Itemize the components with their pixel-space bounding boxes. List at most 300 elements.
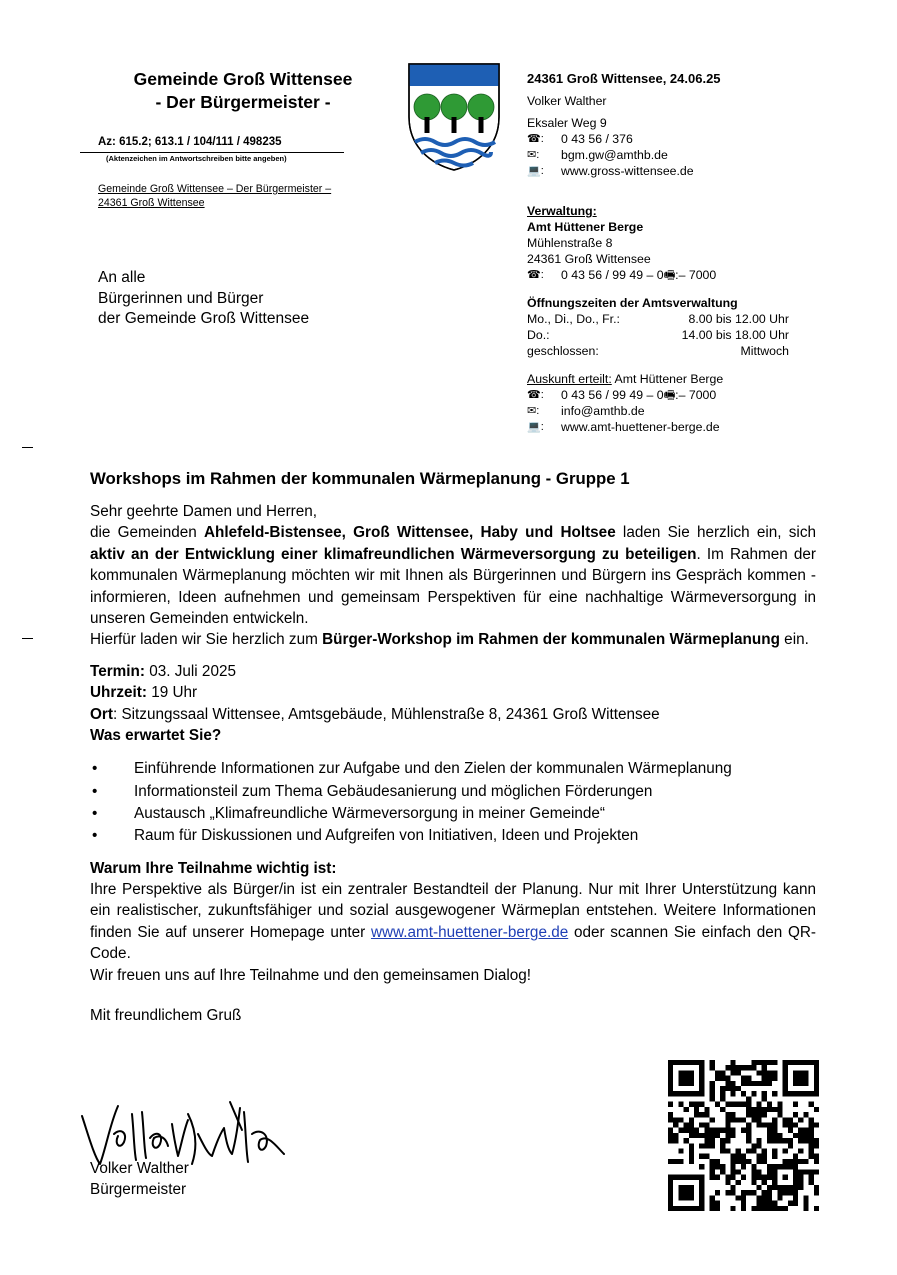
qr-module bbox=[673, 1117, 678, 1122]
qr-module bbox=[704, 1154, 709, 1159]
qr-module bbox=[798, 1149, 803, 1154]
qr-module bbox=[720, 1169, 725, 1174]
qr-module bbox=[757, 1107, 762, 1112]
event-date bbox=[90, 661, 816, 682]
email-icon: ✉: bbox=[527, 149, 540, 161]
qr-module bbox=[736, 1149, 741, 1154]
qr-module bbox=[751, 1112, 756, 1117]
qr-module bbox=[767, 1201, 772, 1206]
qr-module bbox=[751, 1060, 756, 1065]
salutation: Sehr geehrte Damen und Herren, bbox=[90, 503, 318, 520]
qr-module bbox=[772, 1091, 777, 1096]
qr-module bbox=[793, 1195, 798, 1200]
qr-module bbox=[720, 1164, 725, 1169]
qr-module bbox=[777, 1190, 782, 1195]
qr-module bbox=[725, 1112, 730, 1117]
qr-module bbox=[757, 1070, 762, 1075]
qr-module bbox=[751, 1117, 756, 1122]
qr-module bbox=[678, 1175, 683, 1180]
qr-module bbox=[783, 1065, 788, 1070]
qr-module bbox=[699, 1190, 704, 1195]
qr-module bbox=[814, 1076, 819, 1081]
label: Ort bbox=[90, 705, 113, 723]
qr-module bbox=[736, 1117, 741, 1122]
admin-phone-row bbox=[527, 267, 789, 283]
qr-module bbox=[684, 1060, 689, 1065]
qr-module bbox=[757, 1117, 762, 1122]
contact-column bbox=[527, 70, 789, 435]
qr-module bbox=[694, 1133, 699, 1138]
qr-module bbox=[777, 1206, 782, 1211]
qr-module bbox=[809, 1117, 814, 1122]
qr-module bbox=[767, 1107, 772, 1112]
qr-module bbox=[809, 1154, 814, 1159]
qr-module bbox=[704, 1143, 709, 1148]
list-item-text: Informationsteil zum Thema Gebäudesanierung und möglichen Förderungen bbox=[134, 782, 653, 800]
qr-module bbox=[730, 1070, 735, 1075]
list-item bbox=[90, 758, 816, 780]
qr-module bbox=[803, 1138, 808, 1143]
qr-module bbox=[720, 1091, 725, 1096]
qr-module bbox=[741, 1206, 746, 1211]
qr-module bbox=[730, 1081, 735, 1086]
mayor-web[interactable]: www.gross-wittensee.de bbox=[561, 164, 694, 178]
qr-module bbox=[788, 1190, 793, 1195]
list-item-text: Einführende Informationen zur Aufgabe und den Zielen der kommunalen Wärmeplanung bbox=[134, 760, 732, 778]
hours-row bbox=[527, 311, 789, 327]
value: 19 Uhr bbox=[146, 684, 198, 702]
qr-module bbox=[803, 1070, 808, 1075]
qr-module bbox=[783, 1175, 788, 1180]
coat-of-arms-icon bbox=[407, 62, 501, 172]
qr-module bbox=[720, 1070, 725, 1075]
qr-module bbox=[803, 1081, 808, 1086]
qr-module bbox=[767, 1164, 772, 1169]
qr-module bbox=[668, 1185, 673, 1190]
qr-module bbox=[803, 1159, 808, 1164]
qr-module bbox=[710, 1091, 715, 1096]
qr-module bbox=[772, 1169, 777, 1174]
qr-module bbox=[684, 1185, 689, 1190]
qr-module bbox=[725, 1128, 730, 1133]
qr-module bbox=[699, 1206, 704, 1211]
qr-module bbox=[751, 1206, 756, 1211]
qr-module bbox=[767, 1102, 772, 1107]
qr-module bbox=[793, 1091, 798, 1096]
qr-module bbox=[772, 1107, 777, 1112]
mayor-email-row bbox=[527, 147, 789, 163]
expect-heading: Was erwartet Sie? bbox=[90, 727, 222, 745]
qr-module bbox=[757, 1112, 762, 1117]
qr-module bbox=[762, 1112, 767, 1117]
qr-module bbox=[710, 1086, 715, 1091]
qr-module bbox=[767, 1133, 772, 1138]
text: oder scannen Sie einfach den QR-Code. bbox=[90, 923, 816, 963]
qr-module bbox=[788, 1122, 793, 1127]
qr-module bbox=[694, 1102, 699, 1107]
qr-module bbox=[757, 1159, 762, 1164]
fold-mark bbox=[22, 638, 33, 639]
qr-module bbox=[762, 1070, 767, 1075]
qr-module bbox=[684, 1107, 689, 1112]
qr-module bbox=[668, 1195, 673, 1200]
qr-module bbox=[793, 1112, 798, 1117]
letter-subject: Workshops im Rahmen der kommunalen Wärmeplanung - Gruppe 1 bbox=[90, 469, 630, 488]
qr-module bbox=[715, 1133, 720, 1138]
mayor-email[interactable]: bgm.gw@amthb.de bbox=[561, 148, 668, 162]
qr-module bbox=[689, 1175, 694, 1180]
qr-module bbox=[699, 1195, 704, 1200]
qr-module bbox=[777, 1164, 782, 1169]
sender-line1: Gemeinde Groß Wittensee bbox=[133, 69, 353, 89]
qr-module bbox=[788, 1185, 793, 1190]
qr-module bbox=[762, 1180, 767, 1185]
qr-module bbox=[814, 1070, 819, 1075]
admin-fax: – 7000 bbox=[678, 268, 717, 282]
qr-module bbox=[678, 1159, 683, 1164]
qr-module bbox=[736, 1086, 741, 1091]
qr-module bbox=[777, 1185, 782, 1190]
paragraph-invitation bbox=[90, 522, 816, 629]
event-location bbox=[90, 704, 816, 725]
qr-module bbox=[689, 1102, 694, 1107]
sender-name bbox=[80, 68, 406, 114]
qr-module bbox=[814, 1206, 819, 1211]
text: . Im Rahmen der kommunalen Wärmeplanung möchten wir mit Ihnen als Bürgerinnen und Bürgern ins Gespräch kommen - informieren, Ideen aufnehmen und gemeinsam Perspektiven für eine nachhaltige Wärmeversorgung in unseren Gemeinden entwickeln. bbox=[90, 545, 816, 628]
text: laden Sie herzlich ein, sich bbox=[615, 524, 816, 542]
qr-module bbox=[699, 1175, 704, 1180]
qr-module bbox=[746, 1149, 751, 1154]
qr-module bbox=[730, 1190, 735, 1195]
qr-module bbox=[757, 1175, 762, 1180]
qr-module bbox=[757, 1185, 762, 1190]
list-item-text: Austausch „Klimafreundliche Wärmeversorgung in meiner Gemeinde“ bbox=[134, 805, 606, 823]
qr-module bbox=[814, 1154, 819, 1159]
qr-module bbox=[720, 1128, 725, 1133]
hours-row bbox=[527, 343, 789, 359]
qr-module bbox=[730, 1164, 735, 1169]
qr-module bbox=[783, 1076, 788, 1081]
qr-module bbox=[741, 1117, 746, 1122]
label: Termin: bbox=[90, 662, 145, 680]
qr-module bbox=[668, 1102, 673, 1107]
qr-module bbox=[777, 1107, 782, 1112]
qr-module bbox=[736, 1065, 741, 1070]
qr-module bbox=[699, 1185, 704, 1190]
qr-module bbox=[730, 1086, 735, 1091]
qr-module bbox=[793, 1076, 798, 1081]
qr-module bbox=[783, 1164, 788, 1169]
qr-module bbox=[772, 1060, 777, 1065]
qr-module bbox=[694, 1112, 699, 1117]
qr-module bbox=[720, 1138, 725, 1143]
qr-module bbox=[793, 1122, 798, 1127]
qr-module bbox=[788, 1159, 793, 1164]
phone-icon: ☎: bbox=[527, 389, 544, 401]
qr-module bbox=[720, 1149, 725, 1154]
qr-module bbox=[772, 1117, 777, 1122]
qr-module bbox=[736, 1195, 741, 1200]
qr-module bbox=[767, 1070, 772, 1075]
qr-module bbox=[678, 1128, 683, 1133]
qr-module bbox=[803, 1206, 808, 1211]
qr-module bbox=[736, 1159, 741, 1164]
qr-module bbox=[772, 1138, 777, 1143]
qr-module bbox=[746, 1081, 751, 1086]
qr-module bbox=[793, 1081, 798, 1086]
qr-module bbox=[777, 1112, 782, 1117]
info-email[interactable]: info@amthb.de bbox=[561, 404, 645, 418]
qr-module bbox=[673, 1133, 678, 1138]
qr-module bbox=[809, 1091, 814, 1096]
admin-name: Amt Hüttener Berge bbox=[527, 220, 644, 234]
qr-module bbox=[715, 1164, 720, 1169]
event-details bbox=[90, 661, 816, 725]
qr-module bbox=[730, 1091, 735, 1096]
qr-module bbox=[767, 1206, 772, 1211]
signer-title: Bürgermeister bbox=[90, 1181, 187, 1199]
municipalities: Ahlefeld-Bistensee, Groß Wittensee, Haby und Holtsee bbox=[203, 524, 616, 542]
why-heading: Warum Ihre Teilnahme wichtig ist: bbox=[90, 859, 337, 877]
qr-module bbox=[741, 1159, 746, 1164]
qr-module bbox=[746, 1076, 751, 1081]
qr-module bbox=[793, 1102, 798, 1107]
qr-module bbox=[725, 1086, 730, 1091]
admin-street: Mühlenstraße 8 bbox=[527, 236, 613, 250]
qr-module bbox=[678, 1206, 683, 1211]
qr-module bbox=[678, 1102, 683, 1107]
qr-module bbox=[788, 1201, 793, 1206]
qr-module bbox=[725, 1122, 730, 1127]
qr-module bbox=[746, 1107, 751, 1112]
qr-module bbox=[814, 1081, 819, 1086]
qr-module bbox=[814, 1159, 819, 1164]
qr-module bbox=[803, 1091, 808, 1096]
qr-module bbox=[767, 1169, 772, 1174]
text: Ihre Perspektive als Bürger/in ist ein zentraler Bestandteil der Planung. Nur mit Ihrer Unterstützung kann ein realistischer, zukunftsfähiger und sozial ausgewogener Wärmeplan entstehen. Weitere Informationen finden Sie auf unserer Homepage unter bbox=[90, 881, 816, 941]
qr-module bbox=[767, 1081, 772, 1086]
qr-module bbox=[798, 1133, 803, 1138]
qr-module bbox=[673, 1159, 678, 1164]
qr-module bbox=[699, 1122, 704, 1127]
qr-module bbox=[715, 1175, 720, 1180]
qr-module bbox=[699, 1081, 704, 1086]
mayor-street: Eksaler Weg 9 bbox=[527, 116, 607, 130]
qr-module bbox=[710, 1169, 715, 1174]
qr-module bbox=[689, 1190, 694, 1195]
qr-module bbox=[772, 1154, 777, 1159]
qr-module bbox=[668, 1138, 673, 1143]
qr-module bbox=[741, 1102, 746, 1107]
qr-module bbox=[751, 1180, 756, 1185]
hours-day: geschlossen: bbox=[527, 344, 599, 358]
qr-module bbox=[678, 1091, 683, 1096]
qr-module bbox=[762, 1201, 767, 1206]
qr-module bbox=[710, 1175, 715, 1180]
qr-module bbox=[730, 1112, 735, 1117]
info-web[interactable]: www.amt-huettener-berge.de bbox=[561, 420, 720, 434]
list-item-text: Raum für Diskussionen und Aufgreifen von Initiativen, Ideen und Projekten bbox=[134, 827, 639, 845]
return-address-line2: 24361 Groß Wittensee bbox=[98, 197, 205, 209]
value: 03. Juli 2025 bbox=[144, 662, 236, 680]
fax-icon: 🖷: bbox=[663, 268, 679, 282]
hours-time: Mittwoch bbox=[740, 344, 789, 358]
qr-module bbox=[730, 1159, 735, 1164]
qr-module bbox=[741, 1076, 746, 1081]
qr-code-icon[interactable] bbox=[668, 1060, 819, 1211]
qr-module bbox=[803, 1060, 808, 1065]
qr-module bbox=[668, 1206, 673, 1211]
return-address bbox=[98, 182, 331, 210]
qr-module bbox=[678, 1060, 683, 1065]
qr-module bbox=[809, 1060, 814, 1065]
qr-module bbox=[814, 1185, 819, 1190]
qr-module bbox=[725, 1175, 730, 1180]
qr-module bbox=[678, 1149, 683, 1154]
qr-module bbox=[788, 1164, 793, 1169]
qr-module bbox=[783, 1081, 788, 1086]
qr-module bbox=[704, 1122, 709, 1127]
qr-module bbox=[746, 1133, 751, 1138]
qr-module bbox=[793, 1164, 798, 1169]
qr-module bbox=[746, 1159, 751, 1164]
qr-module bbox=[767, 1128, 772, 1133]
qr-module bbox=[684, 1070, 689, 1075]
qr-module bbox=[715, 1128, 720, 1133]
qr-module bbox=[762, 1122, 767, 1127]
qr-module bbox=[725, 1138, 730, 1143]
qr-module bbox=[689, 1195, 694, 1200]
qr-module bbox=[783, 1185, 788, 1190]
qr-module bbox=[783, 1060, 788, 1065]
qr-module bbox=[673, 1122, 678, 1127]
mayor-phone-row bbox=[527, 131, 789, 147]
qr-module bbox=[757, 1154, 762, 1159]
qr-module bbox=[772, 1122, 777, 1127]
qr-module bbox=[689, 1081, 694, 1086]
hours-row bbox=[527, 327, 789, 343]
qr-module bbox=[814, 1190, 819, 1195]
qr-module bbox=[699, 1112, 704, 1117]
qr-module bbox=[793, 1159, 798, 1164]
info-email-row bbox=[527, 403, 789, 419]
qr-module bbox=[772, 1070, 777, 1075]
qr-module bbox=[809, 1180, 814, 1185]
info-phone-row bbox=[527, 387, 789, 403]
text: Hierfür laden wir Sie herzlich zum bbox=[90, 631, 323, 649]
qr-module bbox=[814, 1107, 819, 1112]
qr-module bbox=[689, 1117, 694, 1122]
qr-module bbox=[814, 1138, 819, 1143]
qr-module bbox=[762, 1175, 767, 1180]
qr-module bbox=[783, 1190, 788, 1195]
qr-module bbox=[725, 1133, 730, 1138]
qr-module bbox=[720, 1086, 725, 1091]
qr-module bbox=[704, 1112, 709, 1117]
qr-module bbox=[783, 1070, 788, 1075]
qr-module bbox=[684, 1190, 689, 1195]
qr-module bbox=[793, 1180, 798, 1185]
qr-module bbox=[710, 1143, 715, 1148]
qr-module bbox=[668, 1112, 673, 1117]
qr-module bbox=[798, 1060, 803, 1065]
info-fax: – 7000 bbox=[678, 388, 717, 402]
qr-module bbox=[673, 1060, 678, 1065]
qr-module bbox=[798, 1117, 803, 1122]
qr-module bbox=[772, 1185, 777, 1190]
qr-module bbox=[762, 1096, 767, 1101]
qr-module bbox=[694, 1091, 699, 1096]
qr-module bbox=[751, 1081, 756, 1086]
sender-line2: - Der Bürgermeister - bbox=[155, 92, 331, 112]
qr-module bbox=[699, 1076, 704, 1081]
qr-module bbox=[788, 1143, 793, 1148]
qr-module bbox=[772, 1180, 777, 1185]
emphasis: aktiv an der Entwicklung einer klimafreundlichen Wärmeversorgung zu beteiligen bbox=[90, 545, 697, 563]
qr-module bbox=[710, 1195, 715, 1200]
qr-module bbox=[803, 1128, 808, 1133]
qr-module bbox=[689, 1070, 694, 1075]
qr-module bbox=[725, 1180, 730, 1185]
qr-module bbox=[689, 1128, 694, 1133]
email-icon: ✉: bbox=[527, 405, 540, 417]
label: Uhrzeit: bbox=[90, 684, 147, 702]
qr-module bbox=[715, 1206, 720, 1211]
qr-module bbox=[725, 1117, 730, 1122]
qr-module bbox=[809, 1175, 814, 1180]
bullet: • bbox=[92, 805, 98, 823]
recipient-line3: der Gemeinde Groß Wittensee bbox=[98, 310, 310, 327]
mayor-web-row bbox=[527, 163, 789, 179]
value: : Sitzungssaal Wittensee, Amtsgebäude, Mühlenstraße 8, 24361 Groß Wittensee bbox=[112, 705, 660, 723]
qr-module bbox=[678, 1070, 683, 1075]
qr-module bbox=[767, 1175, 772, 1180]
qr-module bbox=[710, 1133, 715, 1138]
qr-module bbox=[788, 1128, 793, 1133]
qr-module bbox=[668, 1117, 673, 1122]
qr-module bbox=[668, 1180, 673, 1185]
qr-module bbox=[720, 1107, 725, 1112]
qr-module bbox=[798, 1128, 803, 1133]
qr-module bbox=[798, 1138, 803, 1143]
qr-module bbox=[699, 1133, 704, 1138]
bullet: • bbox=[92, 782, 98, 800]
homepage-link[interactable]: www.amt-huettener-berge.de bbox=[370, 923, 569, 941]
fold-mark bbox=[22, 447, 33, 448]
qr-module bbox=[751, 1190, 756, 1195]
qr-module bbox=[668, 1091, 673, 1096]
qr-module bbox=[803, 1112, 808, 1117]
qr-module bbox=[809, 1149, 814, 1154]
qr-module bbox=[762, 1195, 767, 1200]
qr-module bbox=[710, 1138, 715, 1143]
qr-module bbox=[668, 1201, 673, 1206]
qr-module bbox=[725, 1149, 730, 1154]
qr-module bbox=[704, 1107, 709, 1112]
qr-module bbox=[777, 1138, 782, 1143]
qr-module bbox=[783, 1091, 788, 1096]
qr-module bbox=[689, 1076, 694, 1081]
qr-module bbox=[694, 1175, 699, 1180]
qr-module bbox=[699, 1060, 704, 1065]
text: ein. bbox=[779, 631, 809, 649]
qr-module bbox=[751, 1065, 756, 1070]
qr-module bbox=[710, 1201, 715, 1206]
qr-module bbox=[710, 1206, 715, 1211]
admin-phone: 0 43 56 / 99 49 – 0 bbox=[561, 268, 664, 282]
qr-module bbox=[689, 1060, 694, 1065]
qr-module bbox=[762, 1190, 767, 1195]
